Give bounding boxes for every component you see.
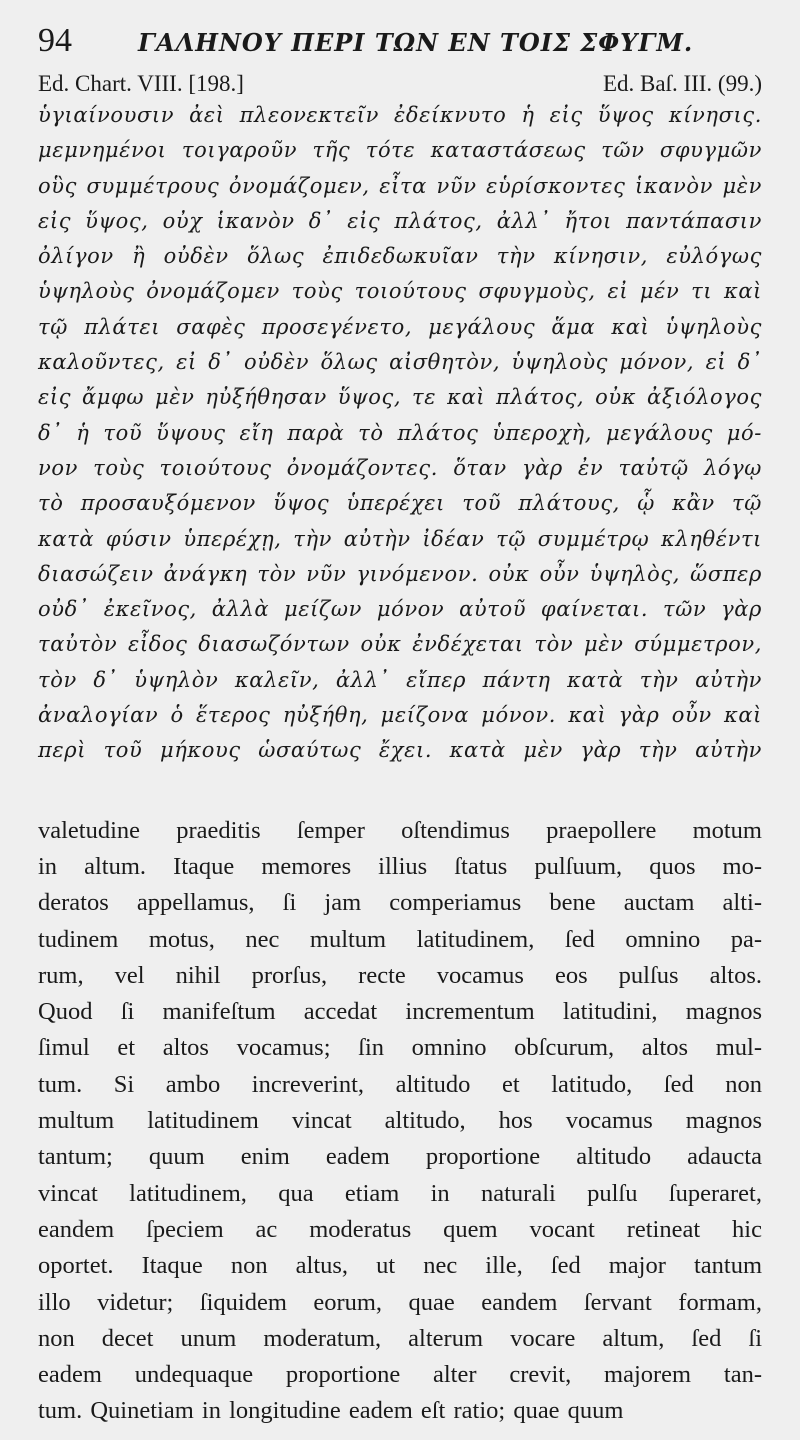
greek-line: τὸν δ᾽ ὑψηλὸν καλεῖν, ἀλλ᾽ εἴπερ πάντη κατὰ τὴν αὐτὴν [38, 667, 762, 692]
latin-line: ſimul et altos vocamus; ſin omnino obſcurum, altos mul- [38, 1034, 762, 1062]
latin-line: deratos appellamus, ſi jam comperiamus bene auctam alti- [38, 889, 762, 917]
latin-line: oportet. Itaque non altus, ut nec ille, ſed major tantum [38, 1252, 762, 1280]
latin-line: tudinem motus, nec multum latitudinem, ſed omnino pa- [38, 925, 762, 953]
greek-line: περὶ τοῦ μήκους ὡσαύτως ἔχει. κατὰ μὲν γὰρ τὴν αὐτὴν [38, 738, 762, 763]
running-title: ΓΑΛΗΝΟΥ ΠΕΡΙ ΤΩΝ ΕΝ ΤΟΙΣ ΣΦΥΓΜ. [138, 28, 694, 57]
greek-line: ὑψηλοὺς ὀνομάζομεν τοὺς τοιούτους σφυγμοὺς, εἰ μέν τι καὶ [38, 279, 762, 304]
greek-line: ὀλίγον ἢ οὐδὲν ὅλως ἐπιδεδωκυῖαν τὴν κίνησιν, εὐλόγως [38, 244, 762, 269]
greek-line: οὐδ᾽ ἐκεῖνος, ἀλλὰ μείζων μόνον αὐτοῦ φαίνεται. τῶν γὰρ [38, 597, 762, 622]
greek-line: κατὰ φύσιν ὑπερέχῃ, τὴν αὐτὴν ἰδέαν τῷ συμμέτρῳ κληθέντι [38, 526, 762, 551]
greek-line: ἀναλογίαν ὁ ἕτερος ηὐξήθη, μείζονα μόνον. καὶ γὰρ οὖν καὶ [38, 703, 762, 728]
latin-line: vincat latitudinem, qua etiam in naturali pulſu ſuperaret, [38, 1179, 762, 1207]
edition-left: Ed. Chart. VIII. [198.] [38, 71, 244, 96]
greek-line: εἰς ὕψος, οὐχ ἱκανὸν δ᾽ εἰς πλάτος, ἀλλ᾽ ἤτοι παντάπασιν [38, 208, 762, 233]
greek-line: τῷ πλάτει σαφὲς προσεγένετο, μεγάλους ἅμα καὶ ὑψηλοὺς [38, 314, 762, 339]
greek-line: εἰς ἄμφω μὲν ηὐξήθησαν ὕψος, τε καὶ πλάτος, οὐκ ἀξιόλογος [38, 385, 762, 410]
latin-line: tum. Si ambo increverint, altitudo et latitudo, ſed non [38, 1070, 762, 1098]
latin-line: eandem ſpeciem ac moderatus quem vocant retineat hic [38, 1215, 762, 1243]
greek-line: δ᾽ ἡ τοῦ ὕψους εἴη παρὰ τὸ πλάτος ὑπεροχὴ, μεγάλους μό- [38, 420, 762, 445]
greek-line: νον τοὺς τοιούτους ὀνομάζοντες. ὅταν γὰρ ἐν ταὐτῷ λόγῳ [38, 455, 762, 480]
running-head [38, 22, 762, 68]
edition-references [38, 70, 762, 98]
latin-line: illo videtur; ſiquidem eorum, quae eandem ſervant formam, [38, 1288, 762, 1316]
latin-line: non decet unum moderatum, alterum vocare altum, ſed ſi [38, 1324, 762, 1352]
latin-line: tantum; quum enim eadem proportione altitudo adaucta [38, 1143, 762, 1171]
latin-line: tum. Quinetiam in longitudine eadem eſt ratio; quae quum [38, 1397, 624, 1425]
greek-line: οὓς συμμέτρους ὀνομάζομεν, εἶτα νῦν εὑρίσκοντες ἱκανὸν μὲν [38, 173, 762, 198]
greek-line: καλοῦντες, εἰ δ᾽ οὐδὲν ὅλως αἰσθητὸν, ὑψηλοὺς μόνον, εἰ δ᾽ [38, 350, 762, 375]
greek-line: ταὐτὸν εἶδος διασωζόντων οὐκ ἐνδέχεται τὸν μὲν σύμμετρον, [38, 632, 762, 657]
greek-line: μεμνημένοι τοιγαροῦν τῆς τότε καταστάσεως τῶν σφυγμῶν [38, 138, 762, 163]
latin-line: valetudine praeditis ſemper oſtendimus praepollere motum [38, 816, 762, 844]
greek-line: τὸ προσαυξόμενον ὕψος ὑπερέχει τοῦ πλάτους, ᾧ κἂν τῷ [38, 491, 762, 516]
greek-line: ὑγιαίνουσιν ἀεὶ πλεονεκτεῖν ἐδείκνυτο ἡ εἰς ὕψος κίνησις. [38, 103, 762, 127]
edition-right: Ed. Baſ. III. (99.) [602, 71, 762, 96]
latin-line: multum latitudinem vincat altitudo, hos vocamus magnos [38, 1107, 762, 1135]
latin-line: in altum. Itaque memores illius ſtatus pulſuum, quos mo- [38, 852, 762, 880]
latin-line: Quod ſi manifeſtum accedat incrementum latitudini, magnos [38, 998, 762, 1026]
page-number: 94 [38, 22, 72, 59]
latin-line: rum, vel nihil prorſus, recte vocamus eos pulſus altos. [38, 961, 762, 989]
greek-line: διασώζειν ἀνάγκη τὸν νῦν γινόμενον. οὐκ οὖν ὑψηλὸς, ὥσπερ [38, 561, 762, 586]
greek-text [38, 98, 762, 769]
latin-text [38, 813, 762, 1430]
latin-line: eadem undequaque proportione alter crevit, majorem tan- [38, 1361, 762, 1389]
